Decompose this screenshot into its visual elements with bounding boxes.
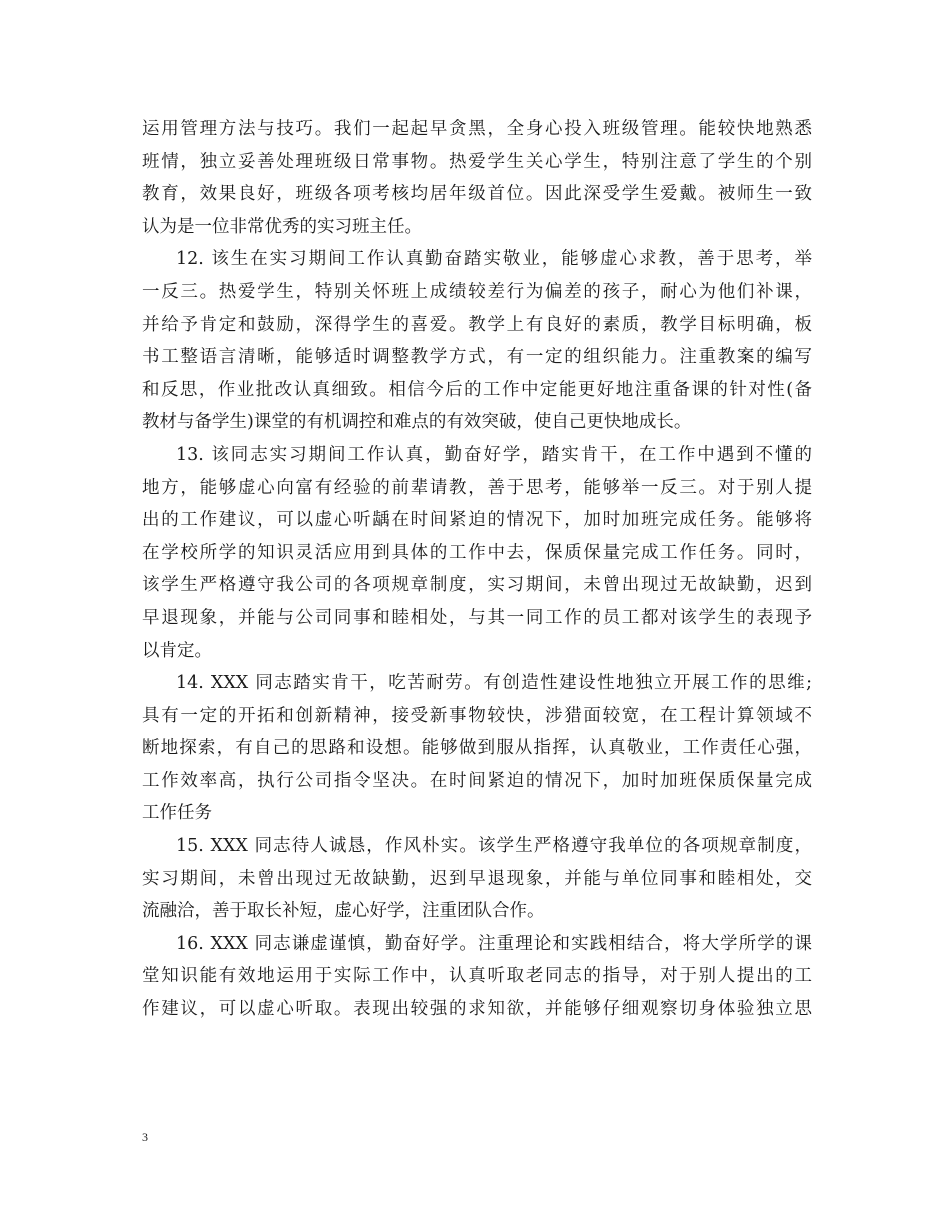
document-body (142, 113, 812, 1026)
page-number: 3 (142, 1130, 148, 1144)
text-line: 15. XXX 同志待人诚恳，作风朴实。该学生严格遵守我单位的各项规章制度， (176, 836, 812, 857)
text-line: 12. 该生在实习期间工作认真勤奋踏实敬业，能够虚心求教，善于思考，举 (176, 249, 812, 270)
text-line: 一反三。热爱学生，特别关怀班上成绩较差行为偏差的孩子，耐心为他们补课， (142, 281, 812, 302)
text-line: 作建议，可以虚心听取。表现出较强的求知欲，并能够仔细观察切身体验独立思 (142, 999, 812, 1020)
paragraph (142, 113, 812, 243)
text-line: 16. XXX 同志谦虚谨慎，勤奋好学。注重理论和实践相结合，将大学所学的课 (176, 933, 812, 954)
text-line: 运用管理方法与技巧。我们一起起早贪黑，全身心投入班级管理。能较快地熟悉 (142, 119, 812, 139)
text-line: 该学生严格遵守我公司的各项规章制度，实习期间，未曾出现过无故缺勤，迟到 (142, 575, 812, 596)
text-line: 工作任务 (142, 803, 212, 824)
text-line: 流融洽，善于取长补短，虚心好学，注重团队合作。 (142, 901, 545, 922)
text-line: 并给予肯定和鼓励，深得学生的喜爱。教学上有良好的素质，教学目标明确，板 (142, 314, 812, 335)
text-line: 在学校所学的知识灵活应用到具体的工作中去，保质保量完成工作任务。同时， (142, 542, 812, 563)
text-line: 班情，独立妥善处理班级日常事物。热爱学生关心学生，特别注意了学生的个别 (142, 151, 812, 172)
paragraph (142, 928, 812, 1026)
paragraph (142, 439, 812, 667)
text-line: 工作效率高，执行公司指令坚决。在时间紧迫的情况下，加时加班保质保量完成 (142, 770, 812, 791)
text-line: 堂知识能有效地运用于实际工作中，认真听取老同志的指导，对于别人提出的工 (142, 966, 812, 987)
text-line: 教育，效果良好，班级各项考核均居年级首位。因此深受学生爱戴。被师生一致 (142, 184, 812, 205)
text-line: 和反思，作业批改认真细致。相信今后的工作中定能更好地注重备课的针对性(备 (142, 379, 812, 400)
paragraph (142, 830, 812, 928)
text-line: 早退现象，并能与公司同事和睦相处，与其一同工作的员工都对该学生的表现予 (142, 607, 812, 628)
text-line: 实习期间，未曾出现过无故缺勤，迟到早退现象，并能与单位同事和睦相处，交 (142, 868, 812, 889)
paragraph (142, 243, 812, 439)
paragraph (142, 667, 812, 830)
text-line: 14. XXX 同志踏实肯干，吃苦耐劳。有创造性建设性地独立开展工作的思维; (176, 673, 812, 694)
text-line: 书工整语言清晰，能够适时调整教学方式，有一定的组织能力。注重教案的编写 (142, 347, 812, 368)
text-line: 地方，能够虚心向富有经验的前辈请教，善于思考，能够举一反三。对于别人提 (142, 477, 812, 498)
text-line: 以肯定。 (142, 640, 212, 661)
text-line: 教材与备学生)课堂的有机调控和难点的有效突破，使自己更快地成长。 (142, 412, 692, 433)
text-line: 认为是一位非常优秀的实习班主任。 (142, 216, 422, 237)
text-line: 断地探索，有自己的思路和设想。能够做到服从指挥，认真敬业，工作责任心强， (142, 738, 812, 759)
text-line: 出的工作建议，可以虚心听龋在时间紧迫的情况下，加时加班完成任务。能够将 (142, 510, 812, 531)
text-line: 13. 该同志实习期间工作认真，勤奋好学，踏实肯干，在工作中遇到不懂的 (176, 444, 812, 465)
text-line: 具有一定的开拓和创新精神，接受新事物较快，涉猎面较宽，在工程计算领域不 (142, 705, 812, 726)
